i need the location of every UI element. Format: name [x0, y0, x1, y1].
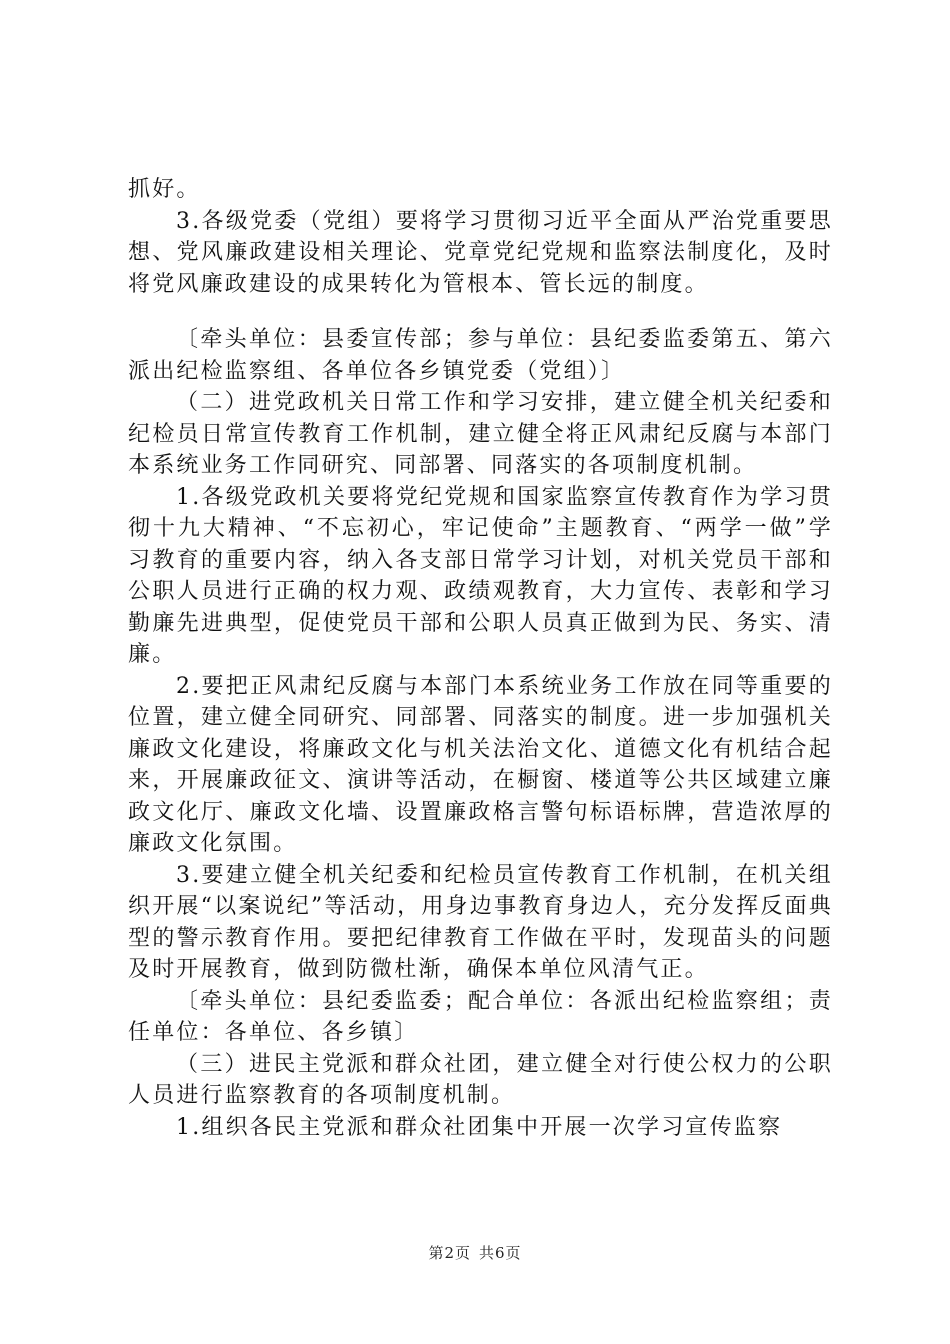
document-body	[128, 174, 833, 1143]
section-heading-3: （三）进民主党派和群众社团，建立健全对行使公权力的公职人员进行监察教育的各项制度机制。	[128, 1051, 833, 1108]
page-footer	[0, 1242, 950, 1263]
paragraph-item-2: 2.要把正风肃纪反腐与本部门本系统业务工作放在同等重要的位置，建立健全同研究、同部署、同落实的制度。进一步加强机关廉政文化建设，将廉政文化与机关法治文化、道德文化有机结合起来，开展廉政征文、演讲等活动，在橱窗、楼道等公共区域建立廉政文化厅、廉政文化墙、设置廉政格言警句标语标牌，营造浓厚的廉政文化氛围。	[128, 673, 833, 856]
paragraph-item-3: 3.各级党委（党组）要将学习贯彻习近平全面从严治党重要思想、党风廉政建设相关理论、党章党纪党规和监察法制度化，及时将党风廉政建设的成果转化为管根本、管长远的制度。	[128, 208, 833, 297]
page-number: 第2页	[428, 1244, 471, 1262]
page-total: 共6页	[479, 1244, 522, 1262]
section-heading-2: （二）进党政机关日常工作和学习安排，建立健全机关纪委和纪检员日常宣传教育工作机制，建立健全将正风肃纪反腐与本部门本系统业务工作同研究、同部署、同落实的各项制度机制。	[128, 390, 833, 478]
paragraph-responsible-units-2: 〔牵头单位：县纪委监委；配合单位：各派出纪检监察组；责任单位：各单位、各乡镇〕	[128, 988, 833, 1045]
paragraph-continuation: 抓好。	[128, 177, 201, 202]
paragraph-responsible-units: 〔牵头单位：县委宣传部；参与单位：县纪委监委第五、第六派出纪检监察组、各单位各乡镇党委（党组）〕	[128, 327, 833, 384]
paragraph-item-1b: 1.组织各民主党派和群众社团集中开展一次学习宣传监察	[176, 1114, 783, 1140]
paragraph-item-3b: 3.要建立健全机关纪委和纪检员宣传教育工作机制，在机关组织开展“以案说纪”等活动，用身边事教育身边人，充分发挥反面典型的警示教育作用。要把纪律教育工作做在平时，发现苗头的问题及时开展教育，做到防微杜渐，确保本单位风清气正。	[128, 862, 833, 982]
paragraph-item-1: 1.各级党政机关要将党纪党规和国家监察宣传教育作为学习贯彻十九大精神、“不忘初心，牢记使命”主题教育、“两学一做”学习教育的重要内容，纳入各支部日常学习计划，对机关党员干部和公职人员进行正确的权力观、政绩观教育，大力宣传、表彰和学习勤廉先进典型，促使党员干部和公职人员真正做到为民、务实、清廉。	[128, 484, 833, 667]
